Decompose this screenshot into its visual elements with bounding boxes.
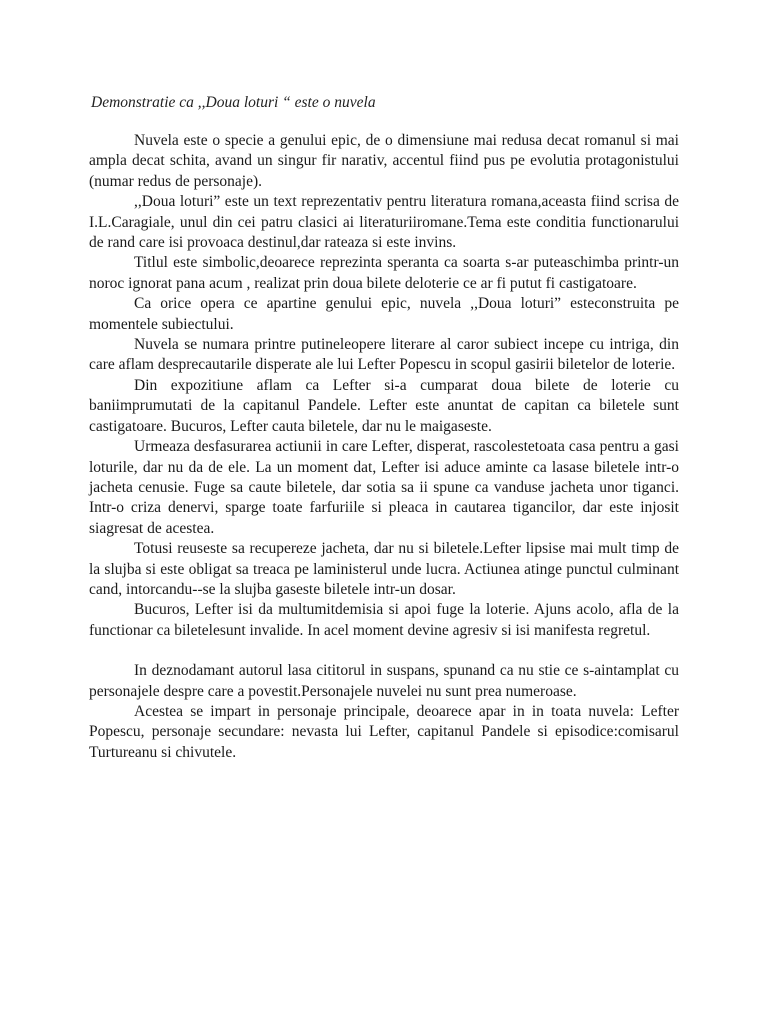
paragraph: Nuvela este o specie a genului epic, de o dimensiune mai redusa decat romanul si mai ampla decat schita, avand un singur fir narativ, accentul fiind pus pe evolutia protagonistului (numar redus de personaje). (89, 132, 679, 190)
paragraph: Acestea se impart in personaje principale, deoarece apar in in toata nuvela: Lefter Popescu, personaje secundare: nevasta lui Lefter, capitanul Pandele si episodice:comisarul Turtureanu si chivutele. (89, 702, 679, 761)
paragraph: In deznodamant autorul lasa cititorul in suspans, spunand ca nu stie ce s-aintamplat cu personajele despre care a povestit.Personajele nuvelei nu sunt prea numeroase. (89, 662, 679, 700)
paragraph: Urmeaza desfasurarea actiunii in care Lefter, disperat, rascolestetoata casa pentru a gasi loturile, dar nu da de ele. La un moment dat, Lefter isi aduce aminte ca lasase biletele intr-o jacheta cenusie. Fuge sa caute biletele, dar sotia sa ii spune ca vanduse jacheta unor tiganci. Intr-o criza denervi, sparge toate farfuriile si pleaca in cautarea tigancilor, dar este injosit siagresat de acestea. (89, 438, 679, 537)
paragraph: Nuvela se numara printre putineleopere literare al caror subiect incepe cu intriga, din care aflam desprecautarile disperate ale lui Lefter Popescu in scopul gasirii biletelor de loterie. (89, 336, 679, 374)
document-title: Demonstratie ca ,,Doua loturi “ este o nuvela (91, 94, 376, 111)
document-page (89, 93, 679, 763)
paragraph-gap (89, 641, 679, 661)
paragraph: Titlul este simbolic,deoarece reprezinta speranta ca soarta s-ar puteaschimba printr-un noroc ignorat pana acum , realizat prin doua bilete deloterie ce ar fi putut fi castigatoare. (89, 254, 679, 292)
paragraph: Din expozitiune aflam ca Lefter si-a cumparat doua bilete de loterie cu baniimprumutati de la capitanul Pandele. Lefter este anuntat de capitan ca biletele sunt castigatoare. Bucuros, Lefter cauta biletele, dar nu le maigaseste. (89, 376, 679, 435)
paragraph: ,,Doua loturi” este un text reprezentativ pentru literatura romana,aceasta fiind scrisa de I.L.Caragiale, unul din cei patru clasici ai literaturiiromane.Tema este conditia functionarului de rand care isi provoaca destinul,dar rateaza si este invins. (89, 193, 679, 252)
paragraph: Ca orice opera ce apartine genului epic, nuvela ,,Doua loturi” esteconstruita pe momentele subiectului. (89, 295, 679, 333)
paragraph: Bucuros, Lefter isi da multumitdemisia si apoi fuge la loterie. Ajuns acolo, afla de la functionar ca biletelesunt invalide. In acel moment devine agresiv si isi manifesta regretul. (89, 601, 679, 639)
paragraph: Totusi reuseste sa recupereze jacheta, dar nu si biletele.Lefter lipsise mai mult timp de la slujba si este obligat sa treaca pe laministerul unde lucra. Actiunea atinge punctul culminant cand, intorcandu--se la slujba gaseste biletele intr-un dosar. (89, 540, 679, 598)
